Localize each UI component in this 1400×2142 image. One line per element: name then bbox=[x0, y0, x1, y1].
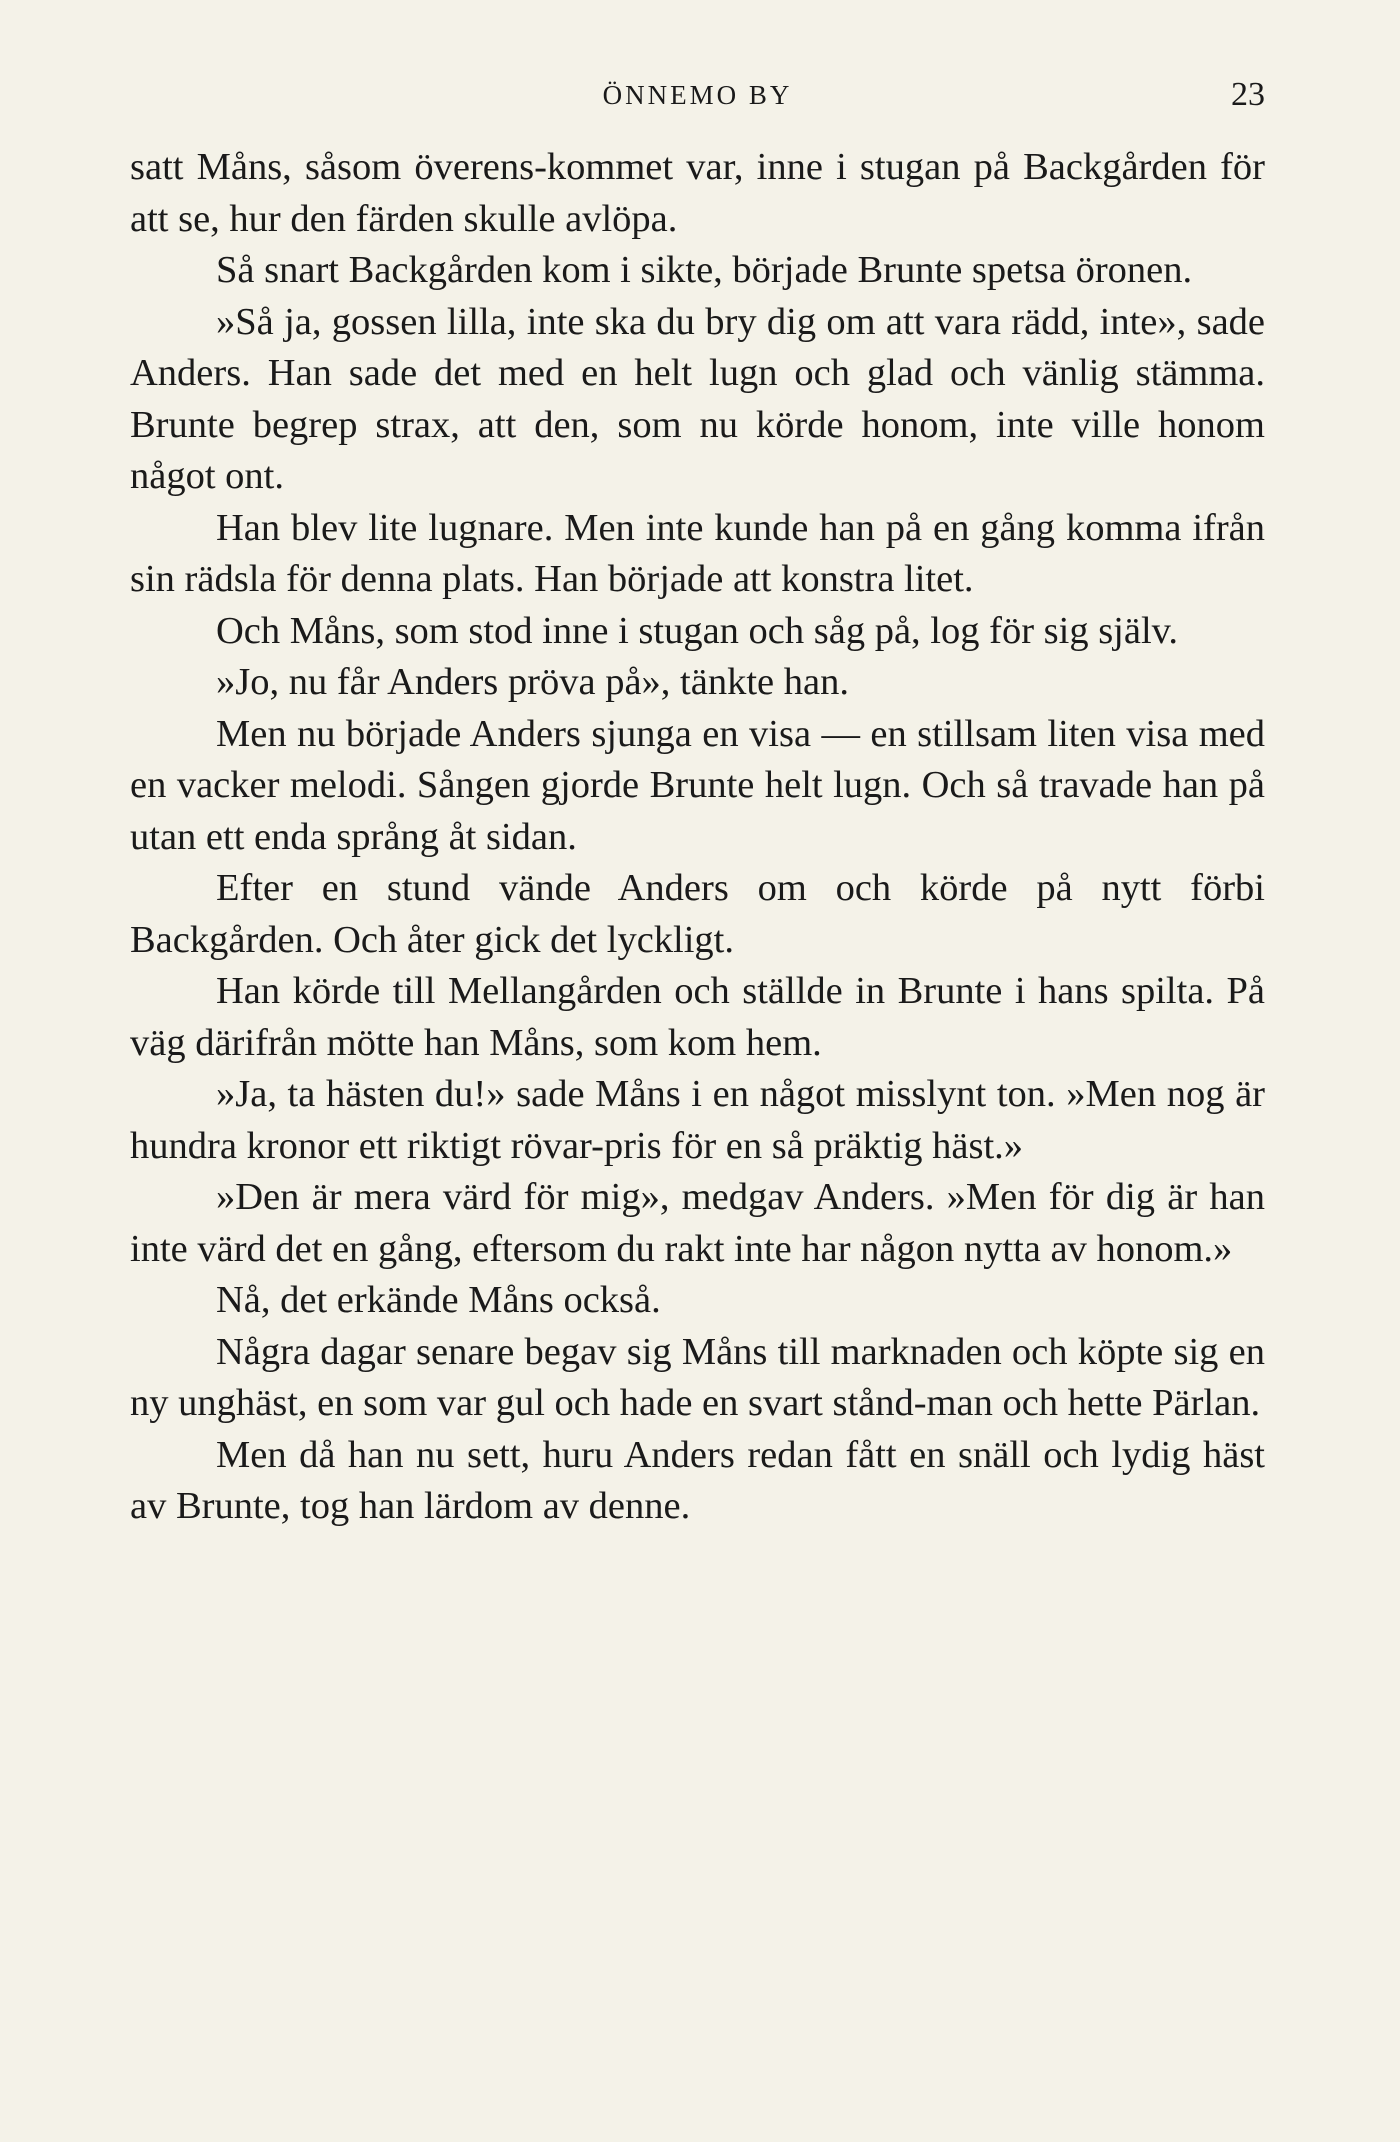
paragraph: Han körde till Mellangården och ställde in Brunte i hans spilta. På väg därifrån mötte han Måns, som kom hem. bbox=[130, 970, 1265, 1064]
page-number: 23 bbox=[1231, 76, 1265, 113]
paragraph: Och Måns, som stod inne i stugan och såg på, log för sig själv. bbox=[216, 609, 1179, 652]
body-text bbox=[130, 142, 1265, 1533]
paragraph: Han blev lite lugnare. Men inte kunde han på en gång komma ifrån sin rädsla för denna plats. Han började att konstra litet. bbox=[130, 506, 1265, 600]
paragraph: »Jo, nu får Anders pröva på», tänkte han. bbox=[216, 661, 849, 703]
paragraph: satt Måns, såsom överens-kommet var, inne i stugan på Backgården för att se, hur den färden skulle avlöpa. bbox=[130, 146, 1265, 240]
paragraph: »Så ja, gossen lilla, inte ska du bry dig om att vara rädd, inte», sade Anders. Han sade det med en helt lugn och glad och vänlig stämma. Brunte begrep strax, att den, som nu körde honom, inte ville honom något ont. bbox=[130, 300, 1265, 497]
paragraph: Men då han nu sett, huru Anders redan fått en snäll och lydig häst av Brunte, tog han lärdom av denne. bbox=[130, 1433, 1265, 1527]
paragraph: »Ja, ta hästen du!» sade Måns i en något misslynt ton. »Men nog är hundra kronor ett riktigt rövar-pris för en så präktig häst.» bbox=[130, 1073, 1265, 1167]
paragraph: Nå, det erkände Måns också. bbox=[216, 1279, 661, 1321]
paragraph: Efter en stund vände Anders om och körde på nytt förbi Backgården. Och åter gick det lyckligt. bbox=[130, 867, 1265, 961]
paragraph: Några dagar senare begav sig Måns till marknaden och köpte sig en ny unghäst, en som var gul och hade en svart stånd-man och hette Pärlan. bbox=[130, 1330, 1265, 1424]
paragraph: Men nu började Anders sjunga en visa — en stillsam liten visa med en vacker melodi. Sången gjorde Brunte helt lugn. Och så travade han på utan ett enda språng åt sidan. bbox=[130, 712, 1265, 858]
paragraph: Så snart Backgården kom i sikte, började Brunte spetsa öronen. bbox=[216, 249, 1193, 291]
running-head bbox=[130, 76, 1265, 116]
running-title: ÖNNEMO BY bbox=[602, 80, 793, 110]
paragraph: »Den är mera värd för mig», medgav Anders. »Men för dig är han inte värd det en gång, eftersom du rakt inte har någon nytta av honom.» bbox=[130, 1176, 1265, 1270]
